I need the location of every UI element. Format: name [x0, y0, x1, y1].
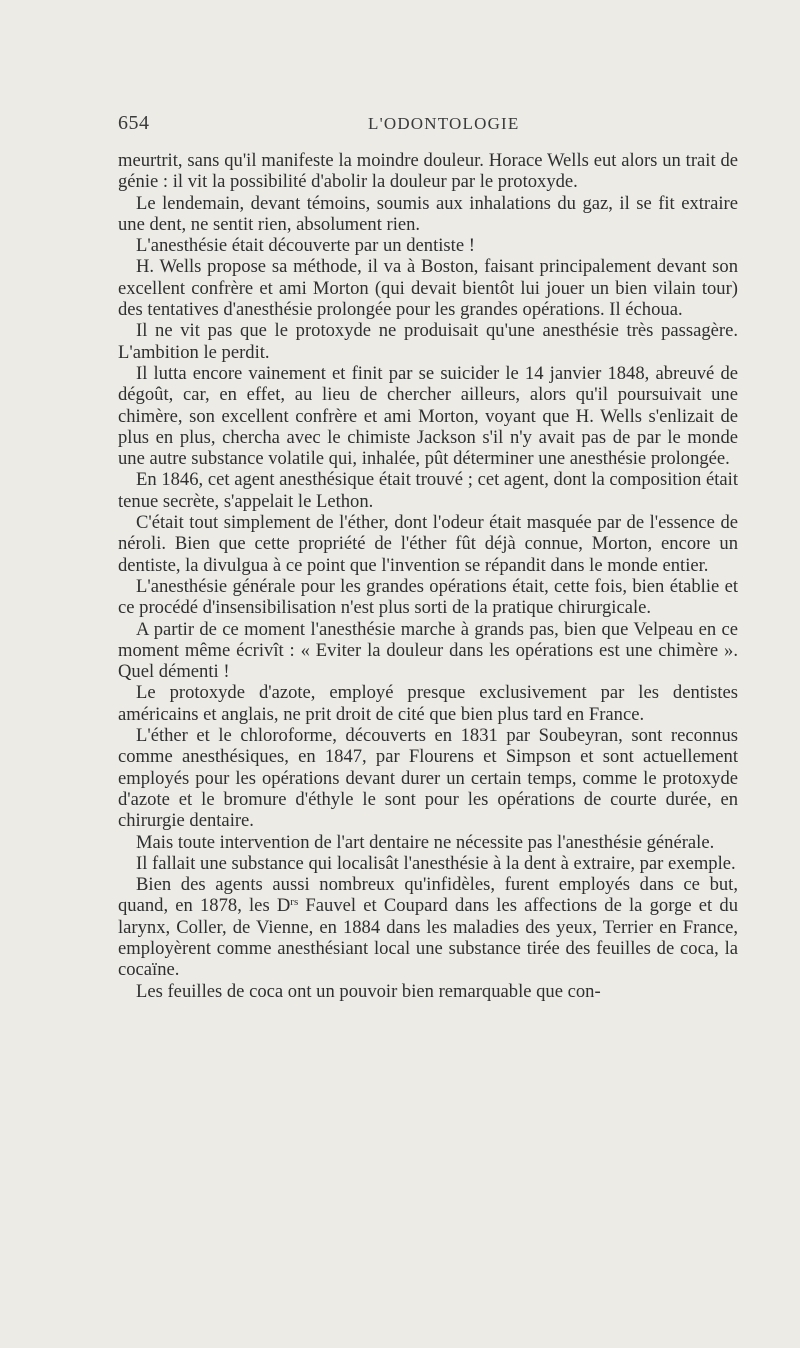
paragraph-text: Fauvel et Coupard dans les affections de la gorge et du larynx, Coller, de Vienne, en 1884 dans les maladies des yeux, Terrier en France, employèrent comme anesthésiant local une substance tirée des feuilles de coca, la cocaïne. — [118, 895, 738, 981]
paragraph: Il fallait une substance qui localisât l'anesthésie à la dent à extraire, par exemple. — [136, 852, 736, 874]
paragraph-text: Bien des agents aussi nombreux qu'infidèles, furent employés dans ce but, quand, en 1878, les D — [118, 874, 738, 917]
body-text — [118, 150, 738, 1002]
paragraph: Il ne vit pas que le protoxyde ne produisait qu'une anesthésie très passagère. L'ambition le perdit. — [118, 320, 738, 363]
paragraph: Mais toute intervention de l'art dentaire ne nécessite pas l'anesthésie générale. — [136, 831, 715, 853]
paragraph: L'anesthésie était découverte par un dentiste ! — [136, 235, 475, 257]
superscript-abbreviation: rs — [290, 896, 299, 909]
paragraph: H. Wells propose sa méthode, il va à Boston, faisant principalement devant son excellent confrère et ami Morton (qui devait bientôt lui jouer un bien vilain tour) des tentatives d'anesthésie prolongée pour les grandes opérations. Il échoua. — [118, 256, 738, 321]
paragraph: Le protoxyde d'azote, employé presque exclusivement par les dentistes américains et anglais, ne prit droit de cité que bien plus tard en France. — [118, 682, 738, 725]
paragraph: En 1846, cet agent anesthésique était trouvé ; cet agent, dont la composition était tenue secrète, s'appelait le Lethon. — [118, 469, 738, 512]
paragraph: meurtrit, sans qu'il manifeste la moindre douleur. Horace Wells eut alors un trait de génie : il vit la possibilité d'abolir la douleur par le protoxyde. — [118, 150, 738, 193]
paragraph: Les feuilles de coca ont un pouvoir bien remarquable que con- — [136, 980, 601, 1002]
paragraph: Le lendemain, devant témoins, soumis aux inhalations du gaz, il se fit extraire une dent, ne sentit rien, absolument rien. — [118, 192, 738, 235]
paragraph: L'anesthésie générale pour les grandes opérations était, cette fois, bien établie et ce procédé d'insensibilisation n'est plus sorti de la pratique chirurgicale. — [118, 575, 738, 619]
page-number: 654 — [118, 112, 150, 134]
paragraph — [118, 874, 738, 980]
paragraph: A partir de ce moment l'anesthésie marche à grands pas, bien que Velpeau en ce moment même écrivît : « Eviter la douleur dans les opérations est une chimère ». Quel démenti ! — [118, 618, 738, 683]
running-title: L'ODONTOLOGIE — [368, 114, 520, 133]
page-header — [118, 112, 738, 142]
paragraph: L'éther et le chloroforme, découverts en 1831 par Soubeyran, sont reconnus comme anesthésiques, en 1847, par Flourens et Simpson et sont actuellement employés pour les opérations devant durer un certain temps, comme le protoxyde d'azote et le bromure d'éthyle le sont pour les opérations de courte durée, en chirurgie dentaire. — [118, 725, 738, 832]
paragraph: C'était tout simplement de l'éther, dont l'odeur était masquée par de l'essence de néroli. Bien que cette propriété de l'éther fût déjà connue, Morton, encore un dentiste, la divulgua à ce point que l'invention se répandit dans le monde entier. — [118, 512, 738, 576]
paragraph: Il lutta encore vainement et finit par se suicider le 14 janvier 1848, abreuvé de dégoût, car, en effet, au lieu de chercher ailleurs, alors qu'il poursuivait une chimère, son excellent confrère et ami Morton, voyant que H. Wells s'enlizait de plus en plus, chercha avec le chimiste Jackson s'il n'y avait pas de par le monde une autre substance volatile qui, inhalée, pût déterminer une anesthésie prolongée. — [118, 362, 738, 470]
